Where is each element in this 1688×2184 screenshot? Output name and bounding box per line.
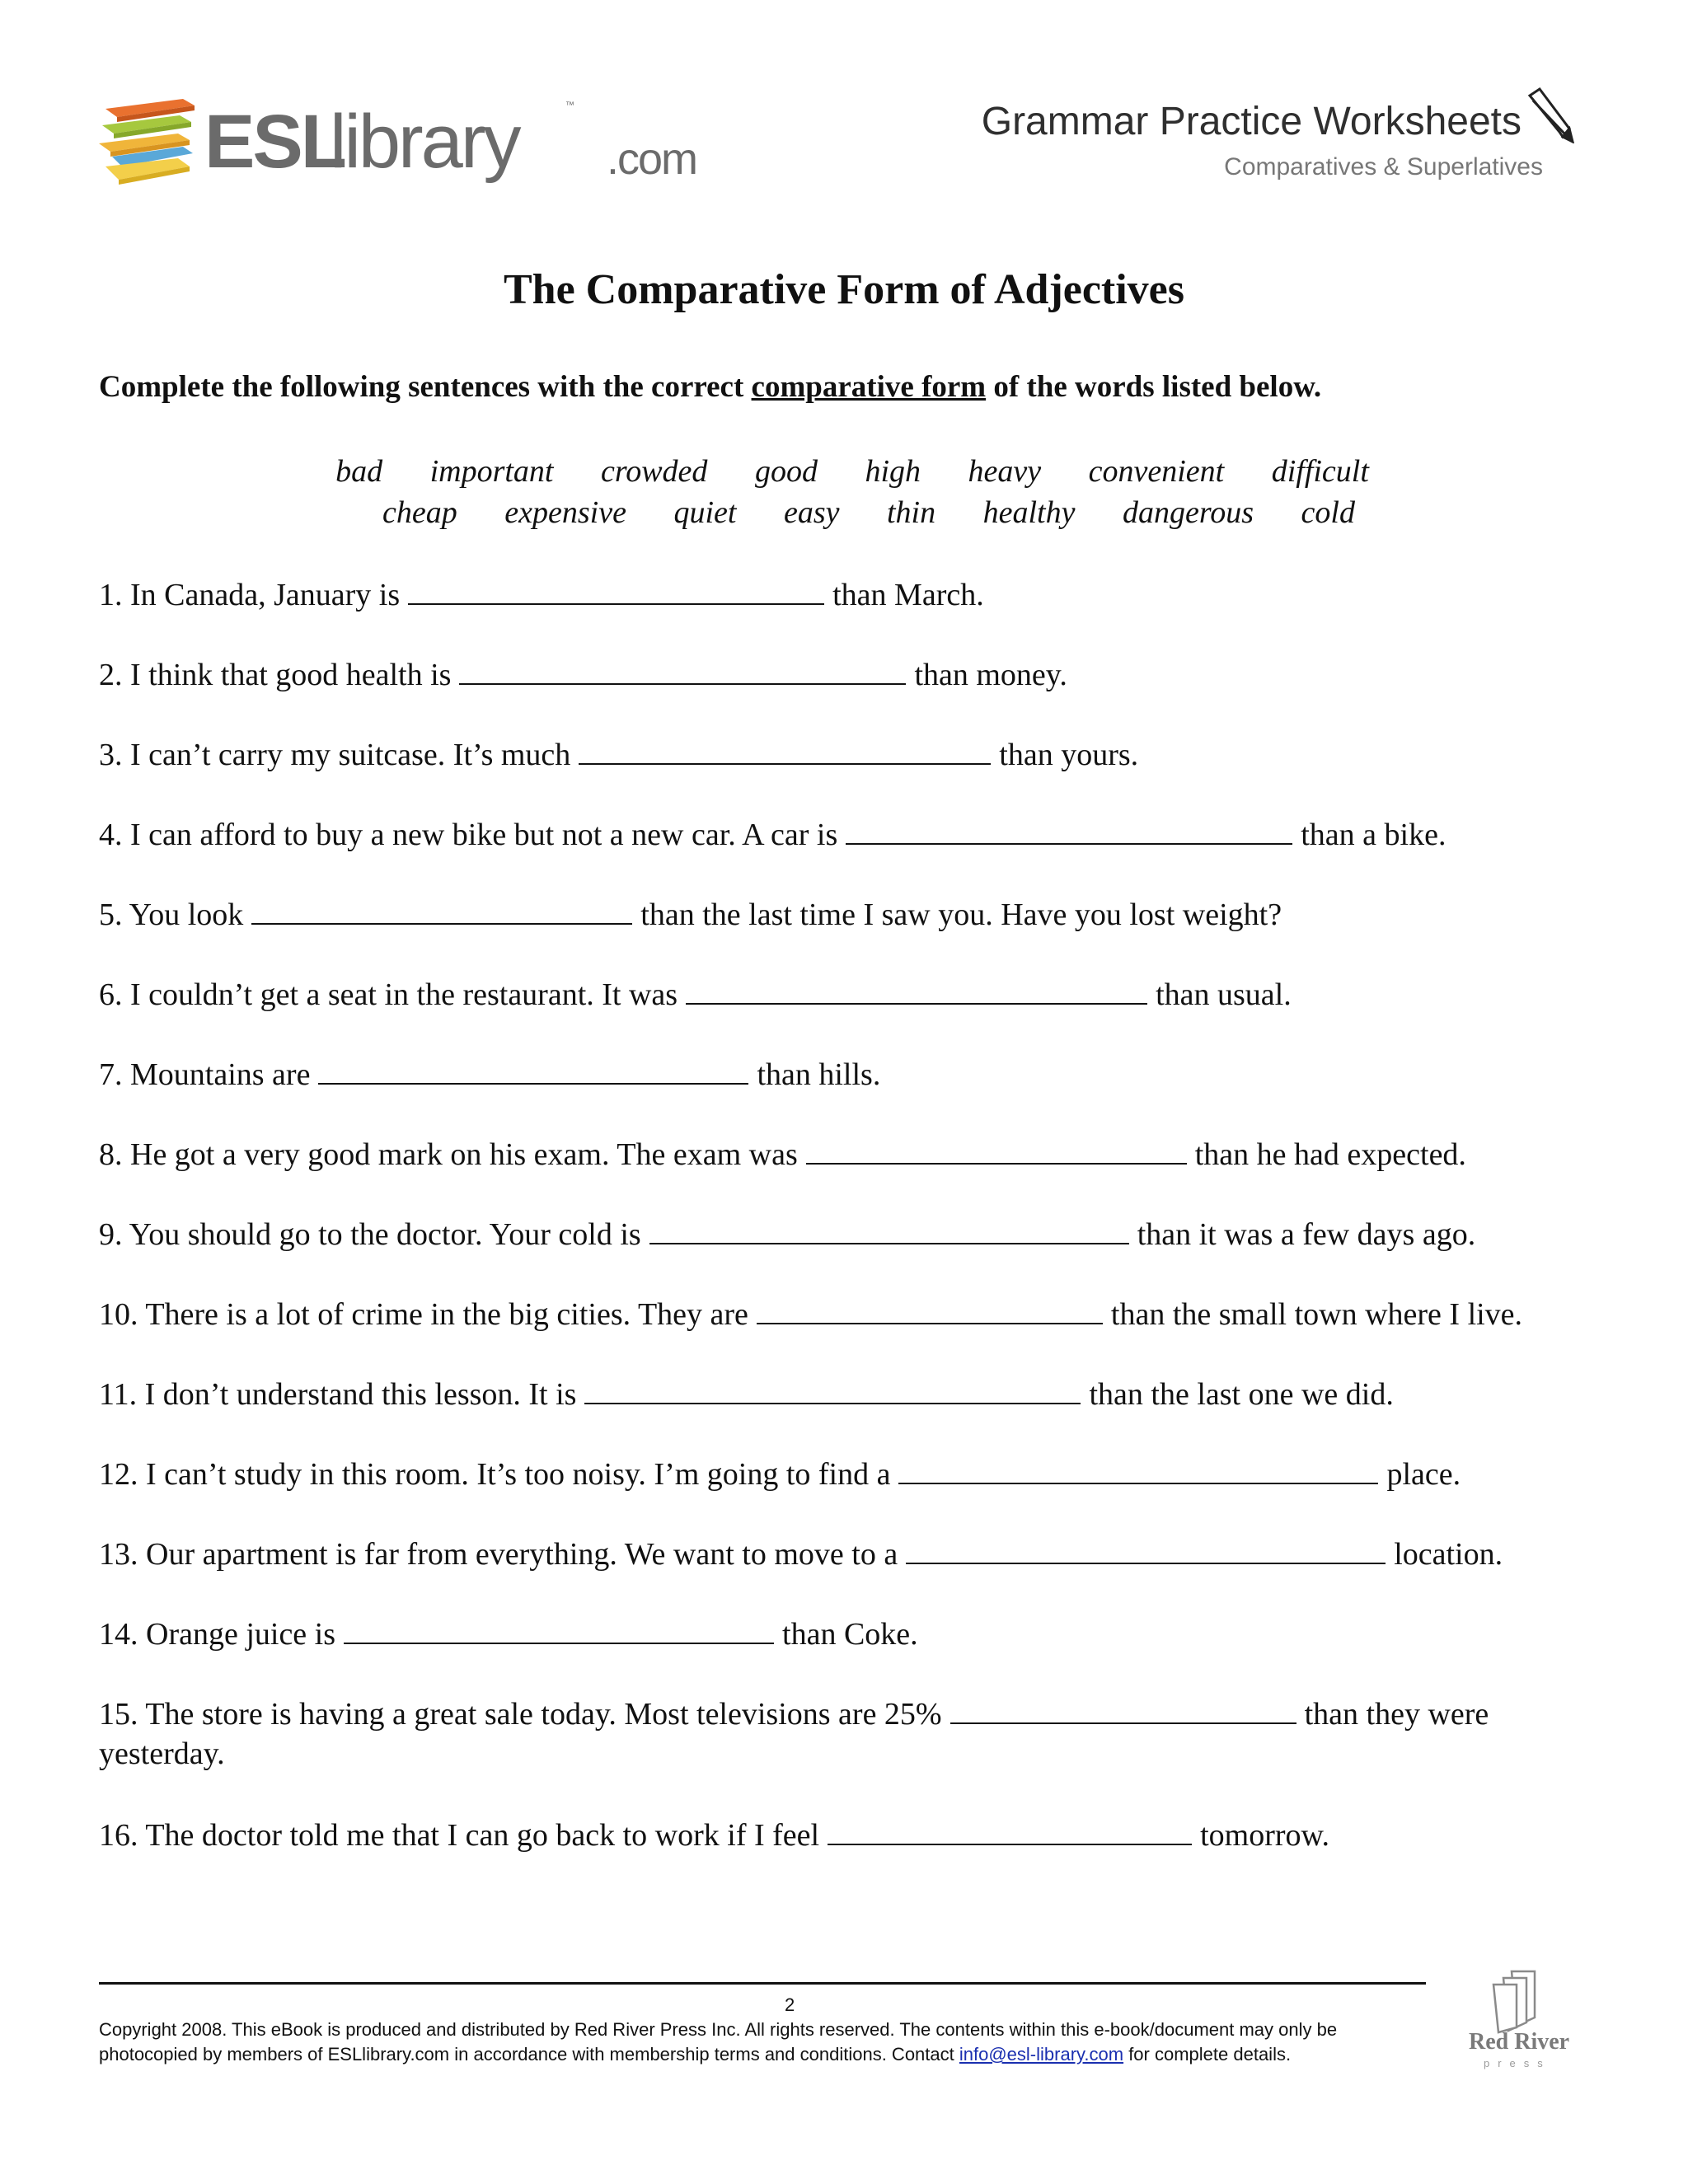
copyright-line-2 <box>99 2044 1291 2065</box>
answer-blank[interactable] <box>344 1615 774 1644</box>
answer-blank[interactable] <box>757 1295 1103 1324</box>
question-text: 4. I can afford to buy a new bike but not a new car. A car is <box>99 818 838 852</box>
esl-library-logo <box>97 97 697 196</box>
question-text-after: than usual. <box>1156 977 1292 1012</box>
question-text-after: than money. <box>914 658 1067 692</box>
question-text-after: than Coke. <box>782 1617 918 1652</box>
word-bank-item: convenient <box>1088 454 1225 489</box>
answer-blank[interactable] <box>579 735 991 765</box>
logo-library-text: library <box>330 100 519 184</box>
instructions-text: Complete the following sentences with the correct <box>99 370 752 404</box>
question-text-after: than a bike. <box>1301 818 1447 852</box>
publisher-name: Red River <box>1469 2029 1570 2055</box>
question-text-after: than it was a few days ago. <box>1137 1217 1476 1252</box>
question-5 <box>99 895 1282 933</box>
word-bank-row-1 <box>0 453 1688 490</box>
answer-blank[interactable] <box>584 1375 1081 1404</box>
series-subtitle: Comparatives & Superlatives <box>1224 153 1543 180</box>
question-10 <box>99 1295 1522 1333</box>
question-text: 3. I can’t carry my suitcase. It’s much <box>99 738 571 772</box>
question-text-after: than the last one we did. <box>1089 1377 1394 1412</box>
question-11 <box>99 1375 1394 1413</box>
question-text: 1. In Canada, January is <box>99 578 401 612</box>
question-15-continuation: yesterday. <box>99 1736 225 1771</box>
question-8 <box>99 1135 1466 1173</box>
question-3 <box>99 735 1138 773</box>
word-bank-item: bad <box>335 454 383 489</box>
logo-com-text: .com <box>607 134 697 184</box>
question-text: 2. I think that good health is <box>99 658 452 692</box>
question-text-after: tomorrow. <box>1200 1818 1329 1853</box>
answer-blank[interactable] <box>906 1535 1386 1564</box>
answer-blank[interactable] <box>649 1215 1129 1244</box>
question-text: 15. The store is having a great sale today. Most televisions are 25% <box>99 1697 942 1732</box>
logo-esl-text: ESL <box>204 100 345 184</box>
question-text: 11. I don’t understand this lesson. It is <box>99 1377 577 1412</box>
publisher-sub: press <box>1484 2057 1551 2069</box>
question-text-after: than March. <box>832 578 984 612</box>
word-bank-item: quiet <box>673 495 737 530</box>
question-13 <box>99 1535 1503 1572</box>
answer-blank[interactable] <box>846 815 1292 845</box>
question-text-after: location. <box>1394 1537 1503 1572</box>
series-title: Grammar Practice Worksheets <box>981 100 1522 143</box>
word-bank-item: cheap <box>382 495 457 530</box>
word-bank-row-2 <box>0 494 1688 531</box>
question-text-after: than hills. <box>757 1057 881 1092</box>
answer-blank[interactable] <box>686 975 1147 1005</box>
instructions-emphasis: comparative form <box>751 370 987 404</box>
page-title: The Comparative Form of Adjectives <box>503 266 1185 313</box>
question-text-after: than the small town where I live. <box>1110 1297 1523 1332</box>
word-bank-item: difficult <box>1271 454 1369 489</box>
copyright-line-1: Copyright 2008. This eBook is produced and distributed by Red River Press Inc. All rights reserved. The contents within this e-book/document may only be <box>99 2019 1338 2040</box>
question-16 <box>99 1816 1329 1854</box>
word-bank-item: heavy <box>968 454 1042 489</box>
answer-blank[interactable] <box>898 1455 1378 1484</box>
word-bank-item: important <box>429 454 554 489</box>
answer-blank[interactable] <box>408 575 824 605</box>
question-text: 12. I can’t study in this room. It’s too noisy. I’m going to find a <box>99 1457 891 1492</box>
pencil-icon <box>1525 86 1574 143</box>
answer-blank[interactable] <box>318 1055 748 1085</box>
contact-email-link[interactable]: info@esl-library.com <box>959 2044 1124 2064</box>
question-text: 10. There is a lot of crime in the big cities. They are <box>99 1297 748 1332</box>
question-7 <box>99 1055 880 1093</box>
question-text: 9. You should go to the doctor. Your cold is <box>99 1217 641 1252</box>
word-bank-item: high <box>865 454 921 489</box>
question-text: 13. Our apartment is far from everything. We want to move to a <box>99 1537 898 1572</box>
question-1 <box>99 575 984 613</box>
logo-trademark: ™ <box>565 101 574 110</box>
question-14 <box>99 1615 918 1652</box>
question-6 <box>99 975 1292 1013</box>
instructions <box>99 369 1321 405</box>
question-9 <box>99 1215 1475 1253</box>
footer-divider <box>99 1982 1426 1985</box>
question-15 <box>99 1694 1489 1732</box>
question-text: 14. Orange juice is <box>99 1617 336 1652</box>
question-4 <box>99 815 1446 853</box>
copyright-text: photocopied by members of ESLlibrary.com in accordance with membership terms and conditions. Contact <box>99 2044 959 2064</box>
copyright-text-end: for complete details. <box>1123 2044 1292 2064</box>
question-text: 8. He got a very good mark on his exam. The exam was <box>99 1137 798 1172</box>
word-bank-item: easy <box>783 495 840 530</box>
question-text-after: than he had expected. <box>1194 1137 1466 1172</box>
word-bank-item: dangerous <box>1122 495 1254 530</box>
answer-blank[interactable] <box>806 1135 1187 1165</box>
answer-blank[interactable] <box>459 655 906 685</box>
question-2 <box>99 655 1067 693</box>
question-text-after: place. <box>1386 1457 1461 1492</box>
instructions-text-end: of the words listed below. <box>986 370 1322 404</box>
word-bank-item: expensive <box>504 495 626 530</box>
page-number: 2 <box>785 1994 795 2015</box>
question-12 <box>99 1455 1461 1493</box>
question-text: 5. You look <box>99 898 244 932</box>
answer-blank[interactable] <box>251 895 632 925</box>
word-bank-item: healthy <box>982 495 1076 530</box>
books-stack-icon <box>97 97 196 196</box>
question-text: 16. The doctor told me that I can go back to work if I feel <box>99 1818 820 1853</box>
question-text: 6. I couldn’t get a seat in the restaurant. It was <box>99 977 678 1012</box>
word-bank-item: cold <box>1301 495 1355 530</box>
word-bank-item: thin <box>886 495 936 530</box>
question-text-after: than yours. <box>999 738 1139 772</box>
word-bank-item: crowded <box>600 454 708 489</box>
question-text-after: than they were <box>1304 1697 1489 1732</box>
word-bank-item: good <box>754 454 818 489</box>
question-text-after: than the last time I saw you. Have you lost weight? <box>640 898 1282 932</box>
question-text: 7. Mountains are <box>99 1057 311 1092</box>
answer-blank[interactable] <box>950 1694 1296 1724</box>
answer-blank[interactable] <box>828 1816 1192 1845</box>
red-river-press-logo-icon <box>1484 1968 1550 2034</box>
